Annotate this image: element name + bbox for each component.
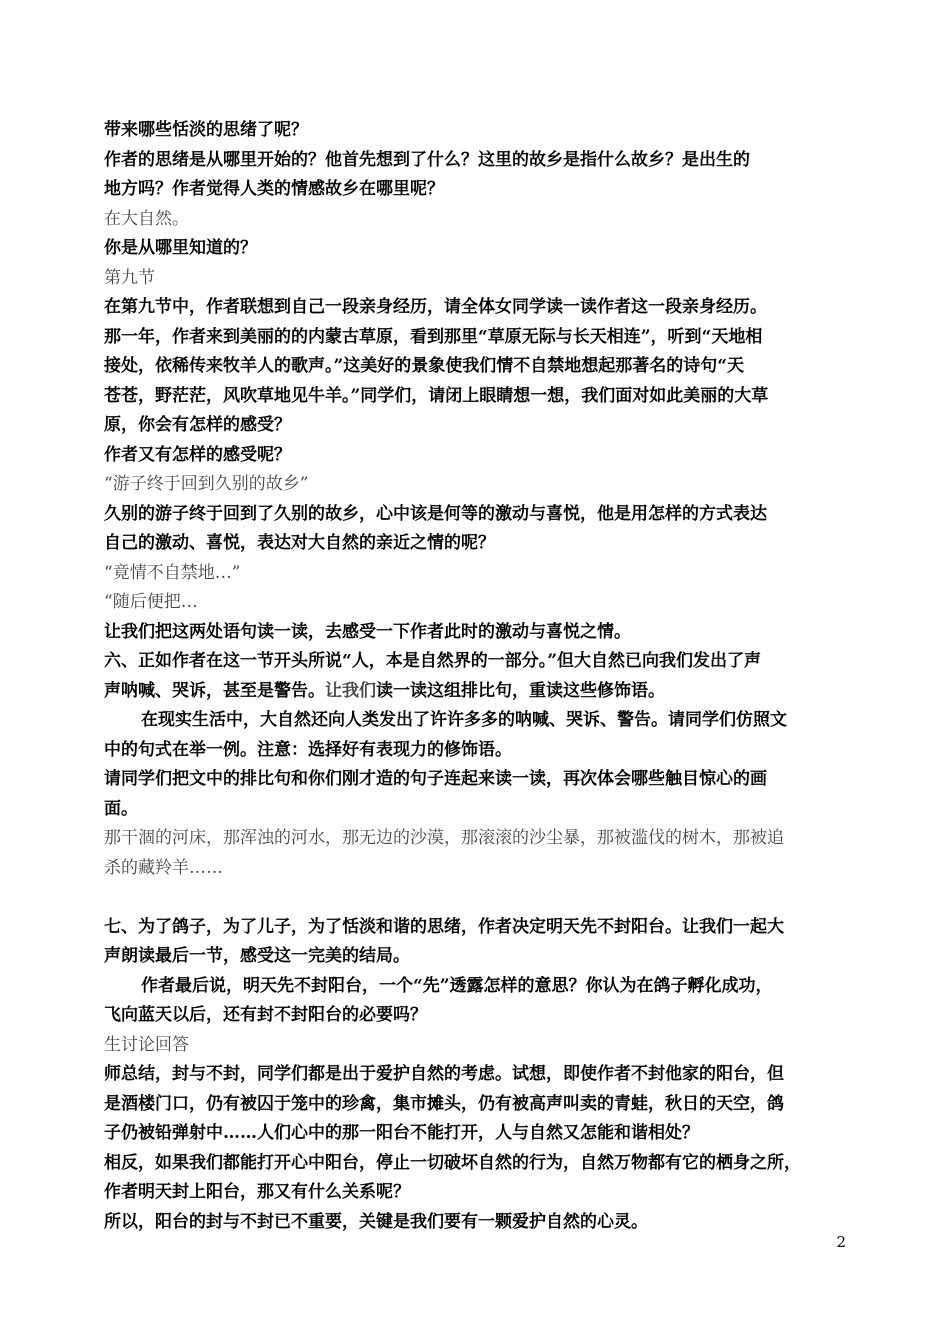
text-line [104, 588, 854, 618]
text-line [104, 1149, 854, 1179]
text-line [104, 1090, 854, 1120]
text-line [104, 736, 854, 766]
line-text: 是酒楼门口，仍有被囚于笼中的珍禽，集市摊头，仍有被高声叫卖的青蛙，秋日的天空，鸽 [104, 1093, 784, 1114]
line-text: 所以，阳台的封与不封已不重要，关键是我们要有一颗爱护自然的心灵。 [104, 1211, 648, 1232]
text-line [104, 529, 854, 559]
text-line [104, 500, 854, 530]
text-line [104, 470, 854, 500]
text-line [104, 795, 854, 825]
blank-line [104, 883, 854, 913]
line-text: 作者明天封上阳台，那又有什么关系呢？ [104, 1182, 410, 1202]
line-text-plain: 让我们 [325, 680, 376, 701]
text-line [104, 382, 854, 412]
line-text: 生讨论回答 [104, 1034, 189, 1055]
text-line [104, 116, 854, 146]
line-text: 那干涸的河床，那浑浊的河水，那无边的沙漠，那滚滚的沙尘暴，那被滥伐的树木，那被追 [104, 828, 784, 848]
line-text: 久别的游子终于回到了久别的故乡，心中该是何等的激动与喜悦，他是用怎样的方式表达 [104, 503, 767, 524]
line-text: 飞向蓝天以后，还有封不封阳台的必要吗？ [104, 1005, 427, 1025]
line-text: 接处，依稀传来牧羊人的歌声。”这美好的景象使我们情不自禁地想起那著名的诗句“天 [104, 356, 745, 376]
text-line [104, 352, 854, 382]
line-text: 子仍被铅弹射中……人们心中的那一阳台不能打开，人与自然又怎能和谐相处？ [104, 1123, 699, 1143]
text-line [104, 234, 854, 264]
text-line [104, 618, 854, 648]
text-line [104, 972, 854, 1002]
line-text: 请同学们把文中的排比句和你们刚才造的句子连起来读一读，再次体会哪些触目惊心的画 [104, 769, 767, 789]
line-text: 原，你会有怎样的感受？ [104, 415, 291, 435]
line-text: 苍苍，野茫茫，风吹草地见牛羊。”同学们，请闭上眼睛想一想，我们面对如此美丽的大草 [104, 385, 769, 406]
line-text: 那一年，作者来到美丽的的内蒙古草原，看到那里“草原无际与长天相连”，听到“天地相 [104, 326, 763, 347]
text-line [104, 411, 854, 441]
page-number: 2 [836, 1233, 846, 1251]
line-text: 相反，如果我们都能打开心中阳台，停止一切破坏自然的行为，自然万物都有它的栖身之所， [104, 1152, 801, 1173]
text-line [104, 1031, 854, 1061]
line-text: 七、为了鸽子，为了儿子，为了恬淡和谐的思绪，作者决定明天先不封阳台。让我们一起大 [104, 916, 784, 937]
line-text: “竟情不自禁地…” [104, 562, 241, 583]
line-text: 作者最后说，明天先不封阳台，一个“先”透露怎样的意思？你认为在鸽子孵化成功， [141, 975, 773, 996]
line-text: 第九节 [104, 267, 155, 288]
text-line [104, 441, 854, 471]
text-line [104, 1001, 854, 1031]
line-text: 在现实生活中，大自然还向人类发出了许许多多的呐喊、哭诉、警告。请同学们仿照文 [141, 710, 787, 730]
line-text: 中的句式在举一例。注意：选择好有表现力的修饰语。 [104, 739, 512, 760]
line-text: 作者的思绪是从哪里开始的？他首先想到了什么？这里的故乡是指什么故乡？是出生的 [104, 149, 750, 170]
line-text: 杀的藏羚羊…… [104, 857, 223, 878]
line-text: “游子终于回到久别的故乡” [104, 474, 309, 494]
text-line [104, 205, 854, 235]
text-line [104, 293, 854, 323]
line-text: 在第九节中，作者联想到自己一段亲身经历，请全体女同学读一读作者这一段亲身经历。 [104, 297, 767, 317]
text-line [104, 854, 854, 884]
text-line [104, 175, 854, 205]
text-line [104, 824, 854, 854]
line-text: 六、正如作者在这一节开头所说“人，本是自然界的一部分。”但大自然已向我们发出了声 [104, 651, 762, 671]
line-text: 在大自然。 [104, 208, 189, 229]
line-text: 师总结，封与不封，同学们都是出于爱护自然的考虑。试想，即使作者不封他家的阳台，但 [104, 1064, 784, 1084]
text-line [104, 1060, 854, 1090]
line-text: 地方吗？作者觉得人类的情感故乡在哪里呢？ [104, 179, 444, 199]
text-line [104, 765, 854, 795]
text-line [104, 706, 854, 736]
document-body [104, 116, 854, 1237]
text-line [104, 323, 854, 353]
text-line [104, 1178, 854, 1208]
line-text: 面。 [104, 798, 138, 819]
text-line [104, 647, 854, 677]
text-line [104, 264, 854, 294]
text-line [104, 913, 854, 943]
line-text: 带来哪些恬淡的思绪了呢？ [104, 120, 308, 140]
text-line [104, 1208, 854, 1238]
line-text: 自己的激动、喜悦，表达对大自然的亲近之情的呢？ [104, 533, 495, 553]
line-text: “随后便把… [104, 592, 198, 612]
line-text-bold: 读一读这组排比句，重读这些修饰语。 [376, 680, 665, 701]
text-line [104, 677, 854, 707]
text-line [104, 559, 854, 589]
line-text: 声呐喊、哭诉，甚至是警告。 [104, 680, 325, 701]
line-text: 声朗读最后一节，感受这一完美的结局。 [104, 946, 410, 966]
text-line [104, 942, 854, 972]
text-line [104, 146, 854, 176]
text-line [104, 1119, 854, 1149]
line-text: 让我们把这两处语句读一读，去感受一下作者此时的激动与喜悦之情。 [104, 621, 631, 642]
line-text: 作者又有怎样的感受呢？ [104, 444, 291, 465]
line-text: 你是从哪里知道的？ [104, 238, 257, 258]
